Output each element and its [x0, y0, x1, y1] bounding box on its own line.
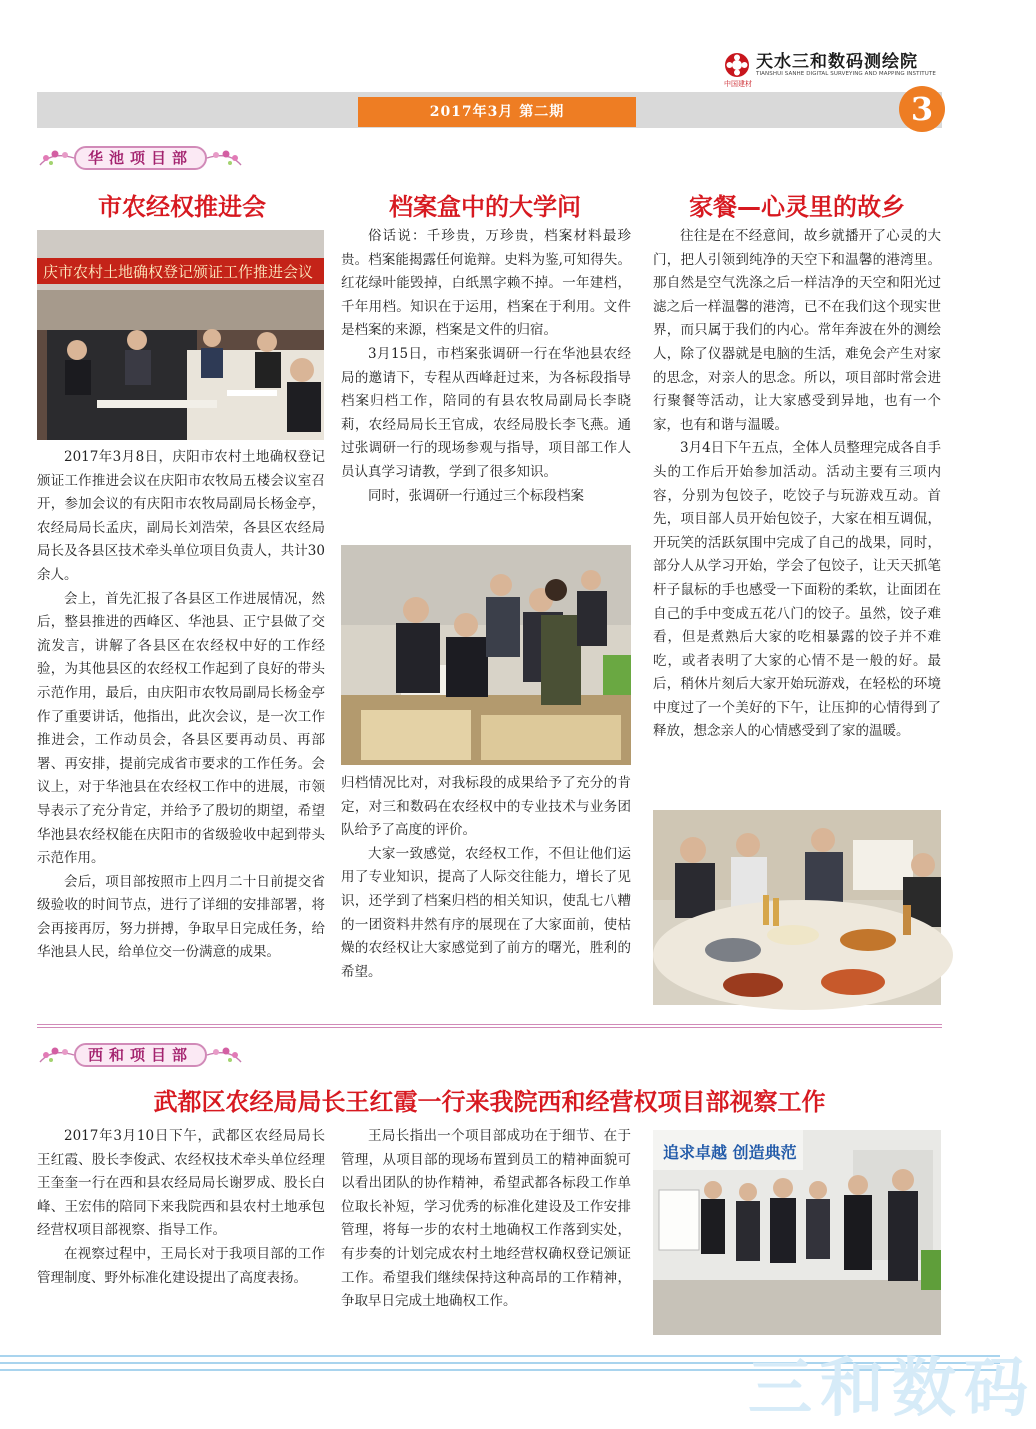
- article-inspection-col1: [37, 1125, 325, 1290]
- paragraph: 王局长指出一个项目部成功在于细节、在于管理，从项目部的现场布置到员工的精神面貌可以看出团队的协作精神，希望武都各标段工作单位取长补短，学习优秀的标准化建设及工作安排管理，将每一步的农村土地确权工作落到实处，有步奏的计划完成农村土地经营权确权登记颁证工作。希望我们继续保持这种高昂的工作精神，争取早日完成土地确权工作。: [341, 1128, 631, 1310]
- brand-english-name: TIANSHUI SANHE DIGITAL SURVEYING AND MAPPING INSTITUTE: [756, 71, 936, 77]
- section-divider: [37, 1024, 942, 1025]
- flower-ornament-icon: [38, 143, 76, 173]
- paragraph: 俗话说：千珍贵，万珍贵，档案材料最珍贵。档案能揭露任何诡辩。史料为鉴,可知得失。红花绿叶能毁掉，白纸黑字赖不掉。一年建档，千年用档。知识在于运用，档案在于利用。文件是档案的来源，档案是文件的归宿。: [341, 228, 631, 339]
- inspection-banner-text: 追求卓越 创造典范: [663, 1143, 797, 1162]
- paragraph: 归档情况比对，对我标段的成果给予了充分的肯定，对三和数码在农经权中的专业技术与业务团队给予了高度的评价。: [341, 775, 631, 839]
- paragraph: 2017年3月8日，庆阳市农村土地确权登记颁证工作推进会议在庆阳市农牧局五楼会议室召开，参加会议的有庆阳市农牧局副局长杨金亭，农经局局长孟庆，副局长刘浩荣，各县区农经局局长及各县区技术牵头单位项目负责人，共计30余人。: [37, 449, 325, 583]
- paragraph: 往往是在不经意间，故乡就播开了心灵的大门，把人引领到纯净的天空下和温馨的港湾里。那自然是空气洗涤之后一样洁净的天空和阳光过滤之后一样温馨的港湾，已不在我们这个现实世界，而只属于我们的内心。常年奔波在外的测绘人，除了仪器就是电脑的生活，难免会产生对家的思念，对亲人的思念。所以，项目部时常会进行聚餐等活动，让大家感受到异地，也有一个家，也有和谐与温暖。: [653, 228, 941, 433]
- paragraph: 2017年3月10日下午，武都区农经局局长王红霞、股长李俊武、农经权技术牵头单位经理王奎奎一行在西和县农经局局长谢罗成、股长白峰、王宏伟的陪同下来我院西和县农村土地承包经营权项目部视察、指导工作。: [37, 1128, 325, 1239]
- article-title-home-meal: 家餐—心灵里的故乡: [689, 193, 905, 221]
- paragraph: 会上，首先汇报了各县区工作进展情况，然后，整县推进的西峰区、华池县、正宁县做了交流发言，讲解了各县区在农经权中好的工作经验，为其他县区的农经权工作起到了良好的带头示范作用，最后，由庆阳市农牧局副局长杨金亭作了重要讲话，他指出，此次会议，是一次工作推进会，工作动员会，各县区要再动员、再部署、再安排，提前完成省市要求的工作任务。会议上，对于华池县在农经权工作中的进展，市领导表示了充分肯定，并给予了殷切的期望，希望华池县农经权能在庆阳市的省级验收中起到带头示范作用。: [37, 590, 325, 867]
- dept-label: 西和项目部: [74, 1043, 207, 1067]
- brand-sub-label: 中国建材: [724, 80, 752, 88]
- flower-ornament-icon: [38, 1040, 76, 1070]
- dept-label: 华池项目部: [74, 146, 207, 170]
- article-archives-body-bottom: [341, 772, 631, 984]
- article-title-inspection: 武都区农经局局长王红霞一行来我院西和经营权项目部视察工作: [153, 1088, 826, 1116]
- archives-photo: [341, 545, 631, 765]
- meeting-photo: [37, 230, 324, 440]
- flower-ornament-icon: [205, 143, 243, 173]
- article-archives-body-top: [341, 225, 631, 508]
- dept-badge-xihe: [38, 1040, 243, 1070]
- paragraph: 大家一致感觉，农经权工作，不但让他们运用了专业知识，提高了人际交往能力，增长了见识，还学到了档案归档的相关知识，使乱七八糟的一团资料井然有序的展现在了大家面前，使枯燥的农经权让大家感觉到了前方的曙光，胜利的希望。: [341, 845, 631, 980]
- article-title-archives: 档案盒中的大学问: [389, 193, 581, 221]
- brand-name: 天水三和数码测绘院: [756, 52, 918, 72]
- article-home-meal-body: [653, 225, 941, 744]
- article-title-meeting: 市农经权推进会: [98, 193, 266, 221]
- dept-badge-huachi: [38, 143, 243, 173]
- inspection-photo: [653, 1130, 941, 1335]
- dinner-photo: [653, 810, 941, 1005]
- page-number: 3: [899, 86, 945, 132]
- section-divider: [37, 1027, 942, 1028]
- paragraph: 3月15日，市档案张调研一行在华池县农经局的邀请下，专程从西峰赶过来，为各标段指导档案归档工作，陪同的有县农牧局副局长李晓莉，农经局局长王官成，农经局股长李飞燕。通过张调研一行的现场参观与指导，项目部工作人员认真学习请教，学到了很多知识。: [341, 345, 631, 480]
- article-meeting-body: [37, 446, 325, 965]
- paragraph: 3月4日下午五点，全体人员整理完成各自手头的工作后开始参加活动。活动主要有三项内容，分别为包饺子，吃饺子与玩游戏互动。首先，项目部人员开始包饺子，大家在相互调侃，开玩笑的活跃氛围中完成了自己的战果，同时，部分人从学习开始，学会了包饺子，让天天抓笔杆子鼠标的手也感受一下面粉的柔软，让面团在自己的手中变成五花八门的饺子。虽然，饺子难看，但是煮熟后大家的吃相暴露的饺子并不难吃，或者表明了大家的心情不是一般的好。最后，稍休片刻后大家开始玩游戏，在轻松的环境中度过了一个美好的下午，让压抑的心情得到了释放，想念亲人的心情感受到了家的温暖。: [653, 440, 941, 740]
- issue-label: 2017年3月 第二期: [358, 97, 636, 127]
- paragraph: 在视察过程中，王局长对于我项目部的工作管理制度、野外标准化建设提出了高度表扬。: [37, 1245, 325, 1286]
- article-inspection-col2: [341, 1125, 631, 1314]
- brand-text: [756, 53, 936, 77]
- paragraph: 会后，项目部按照市上四月二十日前提交省级验收的时间节点，进行了详细的安排部署，将会再接再厉，努力拼搏，争取早日完成任务，给华池县人民，给单位交一份满意的成果。: [37, 873, 325, 961]
- paragraph: 同时，张调研一行通过三个标段档案: [368, 487, 584, 504]
- brand: [724, 52, 936, 88]
- meeting-banner-text: 庆市农村土地确权登记颁证工作推进会议: [43, 263, 314, 281]
- flower-ornament-icon: [205, 1040, 243, 1070]
- footer-watermark: 三和数码: [748, 1352, 1036, 1426]
- company-logo-icon: [724, 52, 752, 88]
